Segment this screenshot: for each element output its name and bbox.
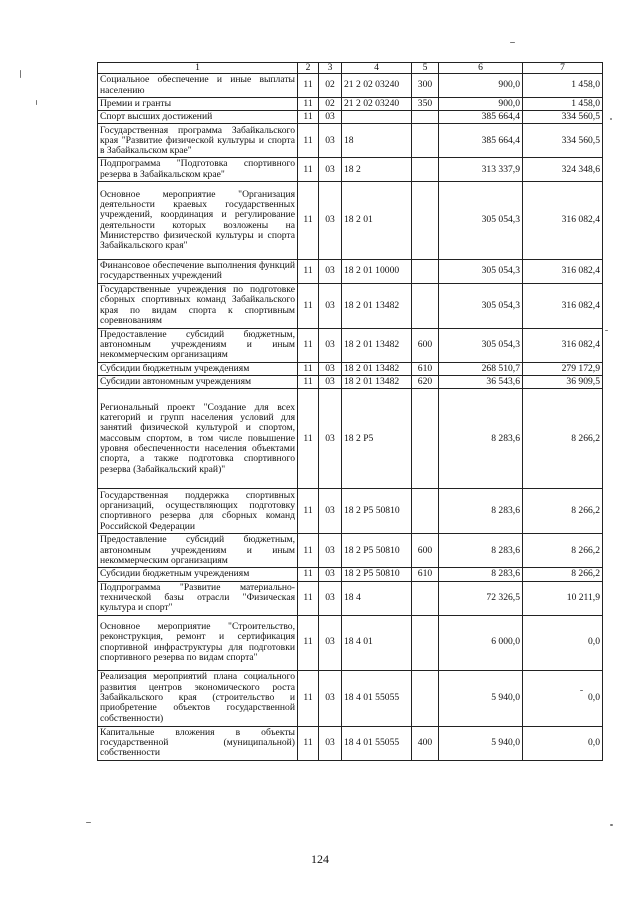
row-subsection: 02	[319, 74, 342, 98]
row-expense-type: 600	[412, 534, 439, 568]
scan-speck	[580, 690, 583, 691]
row-expense-type: 300	[412, 74, 439, 98]
row-amount-year-2: 334 560,5	[523, 124, 603, 158]
row-amount-year-2: 0,0	[523, 670, 603, 726]
row-section: 11	[298, 328, 319, 362]
row-section: 11	[298, 581, 319, 615]
row-section: 11	[298, 568, 319, 581]
row-subsection: 03	[319, 111, 342, 124]
row-section: 11	[298, 74, 319, 98]
row-amount-year-1: 268 510,7	[439, 362, 523, 375]
row-name: Государственные учреждения по подготовке сборных спортивных команд Забайкальского края по видам спорта к спортивным соревнованиям	[98, 283, 298, 328]
row-subsection: 03	[319, 726, 342, 760]
table-row	[98, 375, 603, 388]
row-name: Субсидии бюджетным учреждениям	[98, 568, 298, 581]
row-amount-year-2: 0,0	[523, 726, 603, 760]
row-subsection: 03	[319, 328, 342, 362]
table-row	[98, 111, 603, 124]
row-expense-type: 620	[412, 375, 439, 388]
page-number: 124	[311, 852, 329, 866]
row-expense-type	[412, 111, 439, 124]
row-target-item: 18 4 01 55055	[342, 670, 412, 726]
row-name: Основное мероприятие "Строительство, реконструкция, ремонт и сертификация спортивной инфраструктуры для подготовки спортивного резерва по видам спорта"	[98, 615, 298, 670]
row-name: Финансовое обеспечение выполнения функций государственных учреждений	[98, 260, 298, 284]
table-row	[98, 489, 603, 534]
row-expense-type	[412, 124, 439, 158]
row-name: Подпрограмма "Развитие материально-технической базы отрасли "Физическая культура и спорт"	[98, 581, 298, 615]
table-row	[98, 726, 603, 760]
table-row	[98, 74, 603, 98]
row-name: Премии и гранты	[98, 97, 298, 110]
row-target-item: 18 2 P5 50810	[342, 489, 412, 534]
row-name: Субсидии бюджетным учреждениям	[98, 362, 298, 375]
row-target-item: 18 2 01	[342, 182, 412, 260]
row-target-item: 18 2 P5 50810	[342, 568, 412, 581]
row-subsection: 03	[319, 158, 342, 182]
row-expense-type	[412, 581, 439, 615]
row-section: 11	[298, 489, 319, 534]
row-amount-year-1: 72 326,5	[439, 581, 523, 615]
row-expense-type	[412, 670, 439, 726]
row-amount-year-1: 8 283,6	[439, 389, 523, 489]
row-section: 11	[298, 283, 319, 328]
row-section: 11	[298, 389, 319, 489]
header-col-6: 6	[439, 63, 523, 74]
row-amount-year-2: 8 266,2	[523, 568, 603, 581]
row-section: 11	[298, 375, 319, 388]
row-amount-year-1: 900,0	[439, 97, 523, 110]
row-subsection: 02	[319, 97, 342, 110]
row-name: Субсидии автономным учреждениям	[98, 375, 298, 388]
row-target-item: 21 2 02 03240	[342, 74, 412, 98]
row-subsection: 03	[319, 670, 342, 726]
table-row	[98, 389, 603, 489]
row-amount-year-1: 305 054,3	[439, 328, 523, 362]
row-expense-type: 400	[412, 726, 439, 760]
row-amount-year-1: 5 940,0	[439, 726, 523, 760]
row-subsection: 03	[319, 489, 342, 534]
row-amount-year-2: 36 909,5	[523, 375, 603, 388]
row-subsection: 03	[319, 375, 342, 388]
table-row	[98, 260, 603, 284]
row-name: Государственная программа Забайкальского края "Развитие физической культуры и спорта в Забайкальском крае"	[98, 124, 298, 158]
row-subsection: 03	[319, 283, 342, 328]
header-col-4: 4	[342, 63, 412, 74]
row-amount-year-2: 324 348,6	[523, 158, 603, 182]
row-target-item: 18 2 01 13482	[342, 375, 412, 388]
row-amount-year-2: 334 560,5	[523, 111, 603, 124]
row-section: 11	[298, 726, 319, 760]
row-amount-year-2: 8 266,2	[523, 489, 603, 534]
row-name: Спорт высших достижений	[98, 111, 298, 124]
row-subsection: 03	[319, 260, 342, 284]
table-row	[98, 615, 603, 670]
row-target-item: 18 2	[342, 158, 412, 182]
row-expense-type: 350	[412, 97, 439, 110]
scan-speck	[20, 70, 21, 78]
row-target-item: 18 4 01	[342, 615, 412, 670]
row-target-item: 18 2 01 10000	[342, 260, 412, 284]
row-amount-year-1: 900,0	[439, 74, 523, 98]
row-expense-type: 610	[412, 568, 439, 581]
row-section: 11	[298, 615, 319, 670]
row-section: 11	[298, 97, 319, 110]
row-expense-type	[412, 182, 439, 260]
row-amount-year-2: 8 266,2	[523, 534, 603, 568]
row-expense-type	[412, 489, 439, 534]
header-col-2: 2	[298, 63, 319, 74]
scan-speck	[610, 824, 613, 826]
table-body	[98, 74, 603, 760]
row-expense-type: 600	[412, 328, 439, 362]
row-expense-type	[412, 615, 439, 670]
row-amount-year-1: 313 337,9	[439, 158, 523, 182]
row-amount-year-1: 8 283,6	[439, 568, 523, 581]
row-expense-type	[412, 260, 439, 284]
row-subsection: 03	[319, 124, 342, 158]
table-row	[98, 124, 603, 158]
row-expense-type	[412, 389, 439, 489]
row-amount-year-2: 1 458,0	[523, 74, 603, 98]
row-subsection: 03	[319, 389, 342, 489]
row-target-item: 18	[342, 124, 412, 158]
row-amount-year-2: 316 082,4	[523, 328, 603, 362]
row-name: Региональный проект "Создание для всех категорий и групп населения условий для занятий физической культурой и спортом, массовым спортом, в том числе повышение уровня обеспеченности населения объектами спорта, а также подготовка спортивного резерва (Забайкальский край)"	[98, 389, 298, 489]
row-amount-year-2: 1 458,0	[523, 97, 603, 110]
row-target-item: 18 2 P5	[342, 389, 412, 489]
row-amount-year-2: 0,0	[523, 615, 603, 670]
row-name: Предоставление субсидий бюджетным, автономным учреждениям и иным некоммерческим организациям	[98, 534, 298, 568]
row-amount-year-2: 10 211,9	[523, 581, 603, 615]
scan-speck	[36, 100, 37, 105]
row-name: Социальное обеспечение и иные выплаты населению	[98, 74, 298, 98]
row-amount-year-2: 316 082,4	[523, 182, 603, 260]
row-section: 11	[298, 260, 319, 284]
row-target-item: 18 4	[342, 581, 412, 615]
table-row	[98, 182, 603, 260]
row-target-item: 18 4 01 55055	[342, 726, 412, 760]
row-name: Капитальные вложения в объекты государственной (муниципальной) собственности	[98, 726, 298, 760]
row-target-item: 18 2 01 13482	[342, 328, 412, 362]
header-col-3: 3	[319, 63, 342, 74]
row-amount-year-1: 305 054,3	[439, 283, 523, 328]
row-subsection: 03	[319, 581, 342, 615]
header-col-7: 7	[523, 63, 603, 74]
row-subsection: 03	[319, 182, 342, 260]
row-amount-year-2: 316 082,4	[523, 260, 603, 284]
row-amount-year-1: 305 054,3	[439, 182, 523, 260]
row-name: Государственная поддержка спортивных организаций, осуществляющих подготовку спортивного резерва для сборных команд Российской Федерации	[98, 489, 298, 534]
row-expense-type: 610	[412, 362, 439, 375]
row-amount-year-1: 36 543,6	[439, 375, 523, 388]
table-row	[98, 581, 603, 615]
row-name: Реализация мероприятий плана социального развития центров экономического роста Забайкальского края (строительство и приобретение объектов государственной собственности)	[98, 670, 298, 726]
row-amount-year-1: 305 054,3	[439, 260, 523, 284]
row-expense-type	[412, 158, 439, 182]
row-name: Основное мероприятие "Организация деятельности краевых государственных учреждений, координация и регулирование деятельности которых возложены на Министерство физической культуры и спорта Забайкальского края"	[98, 182, 298, 260]
table-row	[98, 568, 603, 581]
row-amount-year-1: 8 283,6	[439, 534, 523, 568]
budget-table	[97, 62, 603, 761]
table-row	[98, 534, 603, 568]
table-row	[98, 283, 603, 328]
row-amount-year-1: 8 283,6	[439, 489, 523, 534]
row-target-item: 18 2 01 13482	[342, 283, 412, 328]
row-section: 11	[298, 158, 319, 182]
table-row	[98, 97, 603, 110]
row-section: 11	[298, 182, 319, 260]
scan-speck	[610, 118, 612, 120]
table-row	[98, 158, 603, 182]
header-col-5: 5	[412, 63, 439, 74]
row-target-item	[342, 111, 412, 124]
row-section: 11	[298, 534, 319, 568]
scan-speck	[510, 42, 515, 43]
row-section: 11	[298, 362, 319, 375]
row-target-item: 18 2 P5 50810	[342, 534, 412, 568]
row-section: 11	[298, 670, 319, 726]
row-section: 11	[298, 111, 319, 124]
header-col-1: 1	[98, 63, 298, 74]
table-row	[98, 328, 603, 362]
row-section: 11	[298, 124, 319, 158]
row-amount-year-2: 279 172,9	[523, 362, 603, 375]
header-row	[98, 63, 603, 74]
row-target-item: 18 2 01 13482	[342, 362, 412, 375]
row-amount-year-1: 385 664,4	[439, 111, 523, 124]
scan-speck	[86, 822, 91, 823]
scan-speck	[605, 330, 608, 331]
row-subsection: 03	[319, 568, 342, 581]
row-amount-year-2: 8 266,2	[523, 389, 603, 489]
row-target-item: 21 2 02 03240	[342, 97, 412, 110]
table-row	[98, 670, 603, 726]
row-amount-year-1: 385 664,4	[439, 124, 523, 158]
row-subsection: 03	[319, 615, 342, 670]
table-row	[98, 362, 603, 375]
row-amount-year-1: 5 940,0	[439, 670, 523, 726]
row-subsection: 03	[319, 362, 342, 375]
row-name: Подпрограмма "Подготовка спортивного резерва в Забайкальском крае"	[98, 158, 298, 182]
row-subsection: 03	[319, 534, 342, 568]
row-amount-year-2: 316 082,4	[523, 283, 603, 328]
row-name: Предоставление субсидий бюджетным, автономным учреждениям и иным некоммерческим организациям	[98, 328, 298, 362]
row-expense-type	[412, 283, 439, 328]
row-amount-year-1: 6 000,0	[439, 615, 523, 670]
